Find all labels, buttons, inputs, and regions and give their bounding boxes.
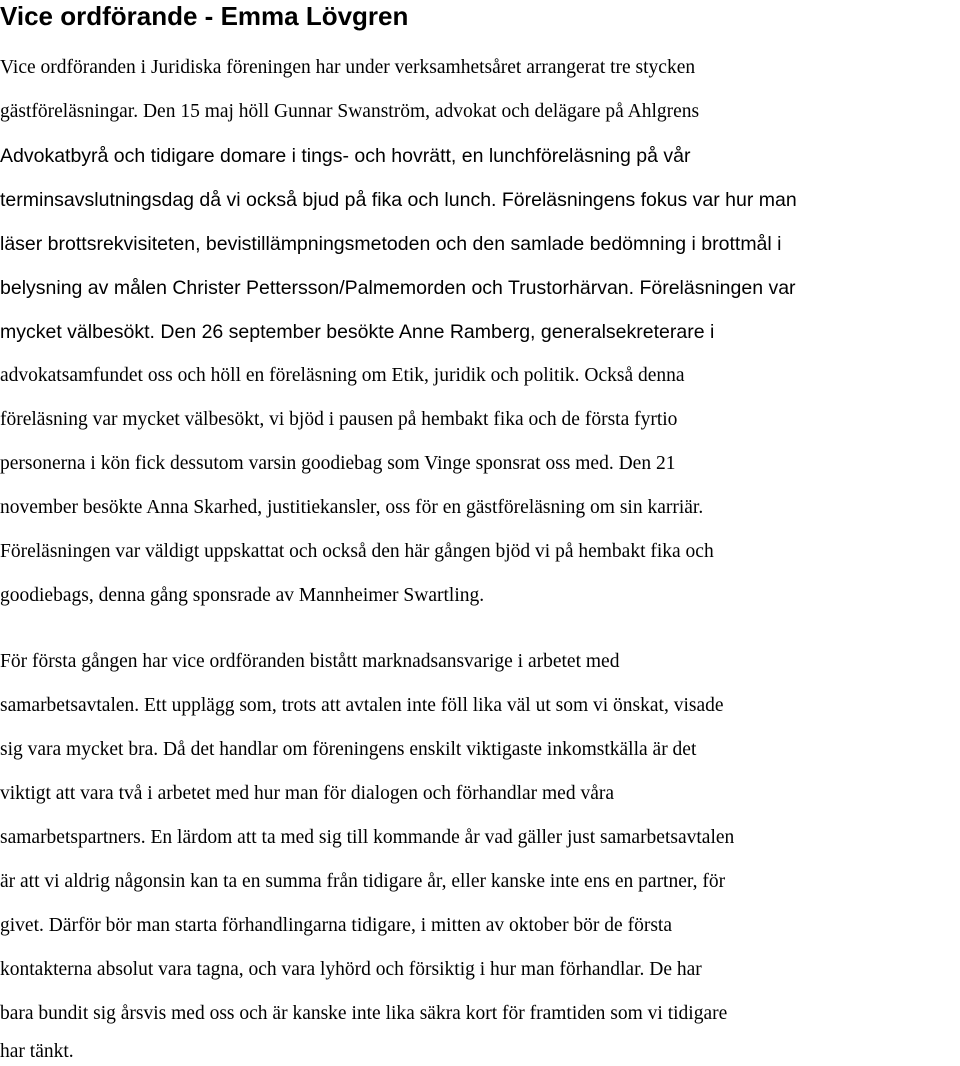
paragraph-line: sig vara mycket bra. Då det handlar om föreningens enskilt viktigaste inkomstkälla är det <box>0 739 697 760</box>
paragraph-line: advokatsamfundet oss och höll en föreläsning om Etik, juridik och politik. Också denna <box>0 365 685 386</box>
page-title: Vice ordförande - Emma Lövgren <box>0 1 409 31</box>
paragraph-line: bara bundit sig årsvis med oss och är kanske inte lika säkra kort för framtiden som vi tidigare <box>0 1003 728 1024</box>
paragraph-line: kontakterna absolut vara tagna, och vara lyhörd och försiktig i hur man förhandlar. De har <box>0 959 702 980</box>
paragraph-line: är att vi aldrig någonsin kan ta en summa från tidigare år, eller kanske inte ens en partner, för <box>0 871 726 892</box>
paragraph-line: föreläsning var mycket välbesökt, vi bjöd i pausen på hembakt fika och de första fyrtio <box>0 409 678 430</box>
paragraph-line: samarbetsavtalen. Ett upplägg som, trots att avtalen inte föll lika väl ut som vi önskat, visade <box>0 695 724 716</box>
paragraph-line: mycket välbesökt. Den 26 september besökte Anne Ramberg, generalsekreterare i <box>0 321 715 343</box>
paragraph-line: samarbetspartners. En lärdom att ta med sig till kommande år vad gäller just samarbetsavtalen <box>0 827 735 848</box>
paragraph-line: Advokatbyrå och tidigare domare i tings- och hovrätt, en lunchföreläsning på vår <box>0 145 691 167</box>
paragraph-line: personerna i kön fick dessutom varsin goodiebag som Vinge sponsrat oss med. Den 21 <box>0 453 676 474</box>
paragraph-line: Vice ordföranden i Juridiska föreningen har under verksamhetsåret arrangerat tre stycken <box>0 57 696 78</box>
paragraph-line: har tänkt. <box>0 1041 74 1062</box>
paragraph-line: För första gången har vice ordföranden bistått marknadsansvarige i arbetet med <box>0 651 620 672</box>
paragraph-line: terminsavslutningsdag då vi också bjud på fika och lunch. Föreläsningens fokus var hur man <box>0 189 797 211</box>
paragraph-line: november besökte Anna Skarhed, justitiekansler, oss för en gästföreläsning om sin karriär. <box>0 497 704 518</box>
paragraph-line: belysning av målen Christer Pettersson/Palmemorden och Trustorhärvan. Föreläsningen var <box>0 277 796 299</box>
paragraph-line: Föreläsningen var väldigt uppskattat och också den här gången bjöd vi på hembakt fika och <box>0 541 714 562</box>
paragraph-line: gästföreläsningar. Den 15 maj höll Gunnar Swanström, advokat och delägare på Ahlgrens <box>0 101 700 122</box>
paragraph-line: goodiebags, denna gång sponsrade av Mannheimer Swartling. <box>0 585 485 606</box>
paragraph-line: läser brottsrekvisiteten, bevistillämpningsmetoden och den samlade bedömning i brottmål i <box>0 233 782 255</box>
paragraph-line: viktigt att vara två i arbetet med hur man för dialogen och förhandlar med våra <box>0 783 615 804</box>
paragraph-line: givet. Därför bör man starta förhandlingarna tidigare, i mitten av oktober bör de första <box>0 915 672 936</box>
